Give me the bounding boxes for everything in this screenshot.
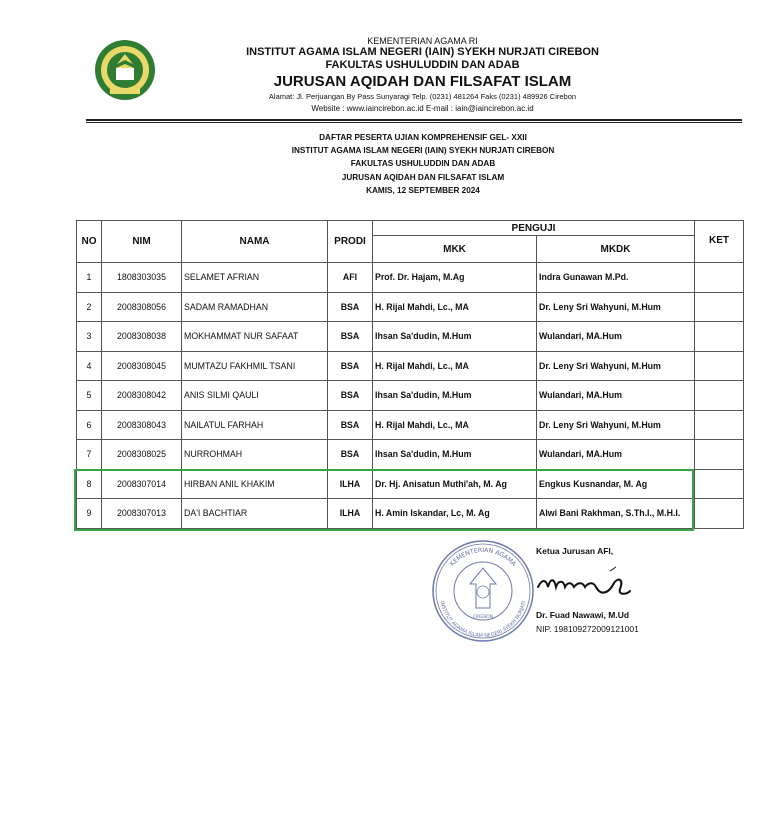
cell-no: 1: [77, 263, 102, 293]
cell-nama: SELAMET AFRIAN: [182, 263, 328, 293]
cell-mkk: H. Rijal Mahdi, Lc., MA: [373, 292, 537, 322]
cell-mkk: H. Rijal Mahdi, Lc., MA: [373, 410, 537, 440]
ministry-name: KEMENTERIAN AGAMA RI: [367, 36, 478, 46]
header-nim: NIM: [102, 221, 182, 263]
cell-mkdk: Dr. Leny Sri Wahyuni, M.Hum: [537, 351, 695, 381]
department-name: JURUSAN AQIDAH DAN FILSAFAT ISLAM: [273, 72, 572, 90]
cell-mkk: Ihsan Sa'dudin, M.Hum: [373, 440, 537, 470]
table-row: [77, 351, 744, 381]
cell-prodi: ILHA: [328, 499, 373, 529]
title-line-4: JURUSAN AQIDAH DAN FILSAFAT ISLAM: [341, 172, 505, 182]
svg-text:KEMENTERIAN AGAMA: KEMENTERIAN AGAMA: [448, 546, 518, 568]
table-row: [77, 263, 744, 293]
cell-nim: 2008307013: [102, 499, 182, 529]
title-line-5: KAMIS, 12 SEPTEMBER 2024: [366, 185, 480, 195]
institution-stamp-icon: [430, 538, 536, 644]
cell-prodi: BSA: [328, 351, 373, 381]
cell-no: 5: [77, 381, 102, 411]
cell-nama: HIRBAN ANIL KHAKIM: [182, 469, 328, 499]
cell-mkdk: Indra Gunawan M.Pd.: [537, 263, 695, 293]
header-mkk: MKK: [373, 236, 537, 263]
cell-nama: MUMTAZU FAKHMIL TSANI: [182, 351, 328, 381]
signer-name: Dr. Fuad Nawawi, M.Ud: [536, 610, 630, 620]
cell-nim: 1808303035: [102, 263, 182, 293]
cell-mkk: Ihsan Sa'dudin, M.Hum: [373, 322, 537, 352]
cell-prodi: BSA: [328, 381, 373, 411]
table-row: [77, 381, 744, 411]
cell-nama: SADAM RAMADHAN: [182, 292, 328, 322]
svg-text:INSTITUT AGAMA ISLAM NEGERI SY: INSTITUT AGAMA ISLAM NEGERI SYEKH NURJATI: [438, 600, 528, 640]
cell-mkdk: Dr. Leny Sri Wahyuni, M.Hum: [537, 410, 695, 440]
cell-prodi: BSA: [328, 410, 373, 440]
cell-prodi: BSA: [328, 322, 373, 352]
signer-nip: NIP. 198109272009121001: [536, 624, 639, 634]
cell-ket: [695, 469, 744, 499]
cell-mkdk: Wulandari, MA.Hum: [537, 381, 695, 411]
address-line: Alamat: Jl. Perjuangan By Pass Sunyaragi Telp. (0231) 481264 Faks (0231) 489926 Cirebon: [268, 91, 577, 101]
cell-ket: [695, 263, 744, 293]
header-ket: KET: [695, 221, 744, 263]
cell-nim: 2008308042: [102, 381, 182, 411]
header-penguji: PENGUJI: [373, 221, 695, 236]
cell-ket: [695, 499, 744, 529]
cell-nim: 2008307014: [102, 469, 182, 499]
cell-no: 8: [77, 469, 102, 499]
cell-nim: 2008308025: [102, 440, 182, 470]
cell-ket: [695, 351, 744, 381]
cell-nim: 2008308038: [102, 322, 182, 352]
cell-mkdk: Wulandari, MA.Hum: [537, 322, 695, 352]
cell-mkk: H. Amin Iskandar, Lc, M. Ag: [373, 499, 537, 529]
cell-no: 9: [77, 499, 102, 529]
title-line-2: INSTITUT AGAMA ISLAM NEGERI (IAIN) SYEKH NURJATI CIREBON: [291, 146, 555, 156]
cell-mkk: Ihsan Sa'dudin, M.Hum: [373, 381, 537, 411]
cell-ket: [695, 440, 744, 470]
handwritten-signature-icon: [530, 565, 635, 600]
signer-role: Ketua Jurusan AFI,: [536, 546, 614, 556]
iain-cirebon-emblem-icon: [92, 38, 158, 102]
cell-nama: ANIS SILMI QAULI: [182, 381, 328, 411]
cell-ket: [695, 410, 744, 440]
table-row: [77, 322, 744, 352]
letterhead-divider: [86, 119, 742, 121]
cell-ket: [695, 322, 744, 352]
cell-ket: [695, 292, 744, 322]
cell-mkk: Dr. Hj. Anisatun Muthi'ah, M. Ag: [373, 469, 537, 499]
cell-ket: [695, 381, 744, 411]
table-row: [77, 440, 744, 470]
letterhead-divider-thin: [86, 122, 742, 123]
table-row: [77, 292, 744, 322]
cell-nama: MOKHAMMAT NUR SAFAAT: [182, 322, 328, 352]
header-no: NO: [77, 221, 102, 263]
svg-text:CIREBON: CIREBON: [472, 615, 494, 620]
website-line: Website : www.iaincirebon.ac.id E-mail : iain@iaincirebon.ac.id: [311, 103, 534, 113]
letterhead: [230, 36, 615, 113]
cell-prodi: BSA: [328, 440, 373, 470]
cell-mkdk: Dr. Leny Sri Wahyuni, M.Hum: [537, 292, 695, 322]
cell-mkdk: Alwi Bani Rakhman, S.Th.I., M.H.I.: [537, 499, 695, 529]
cell-no: 3: [77, 322, 102, 352]
cell-prodi: ILHA: [328, 469, 373, 499]
cell-mkdk: Wulandari, MA.Hum: [537, 440, 695, 470]
cell-prodi: AFI: [328, 263, 373, 293]
cell-no: 2: [77, 292, 102, 322]
cell-mkdk: Engkus Kusnandar, M. Ag: [537, 469, 695, 499]
cell-prodi: BSA: [328, 292, 373, 322]
header-mkdk: MKDK: [537, 236, 695, 263]
title-line-1: DAFTAR PESERTA UJIAN KOMPREHENSIF GEL- XXII: [319, 133, 527, 142]
header-nama: NAMA: [182, 221, 328, 263]
faculty-name: FAKULTAS USHULUDDIN DAN ADAB: [325, 58, 520, 71]
cell-nim: 2008308045: [102, 351, 182, 381]
highlight-box: [74, 469, 694, 531]
document-title: [230, 131, 616, 197]
cell-mkk: H. Rijal Mahdi, Lc., MA: [373, 351, 537, 381]
header-prodi: PRODI: [328, 221, 373, 263]
cell-nim: 2008308043: [102, 410, 182, 440]
table-row: [77, 410, 744, 440]
cell-nama: NAILATUL FARHAH: [182, 410, 328, 440]
cell-no: 4: [77, 351, 102, 381]
cell-mkk: Prof. Dr. Hajam, M.Ag: [373, 263, 537, 293]
title-line-3: FAKULTAS USHULUDDIN DAN ADAB: [350, 159, 496, 169]
institution-name: INSTITUT AGAMA ISLAM NEGERI (IAIN) SYEKH NURJATI CIREBON: [246, 46, 599, 59]
cell-no: 7: [77, 440, 102, 470]
cell-nim: 2008308056: [102, 292, 182, 322]
cell-nama: NURROHMAH: [182, 440, 328, 470]
cell-nama: DA'I BACHTIAR: [182, 499, 328, 529]
cell-no: 6: [77, 410, 102, 440]
